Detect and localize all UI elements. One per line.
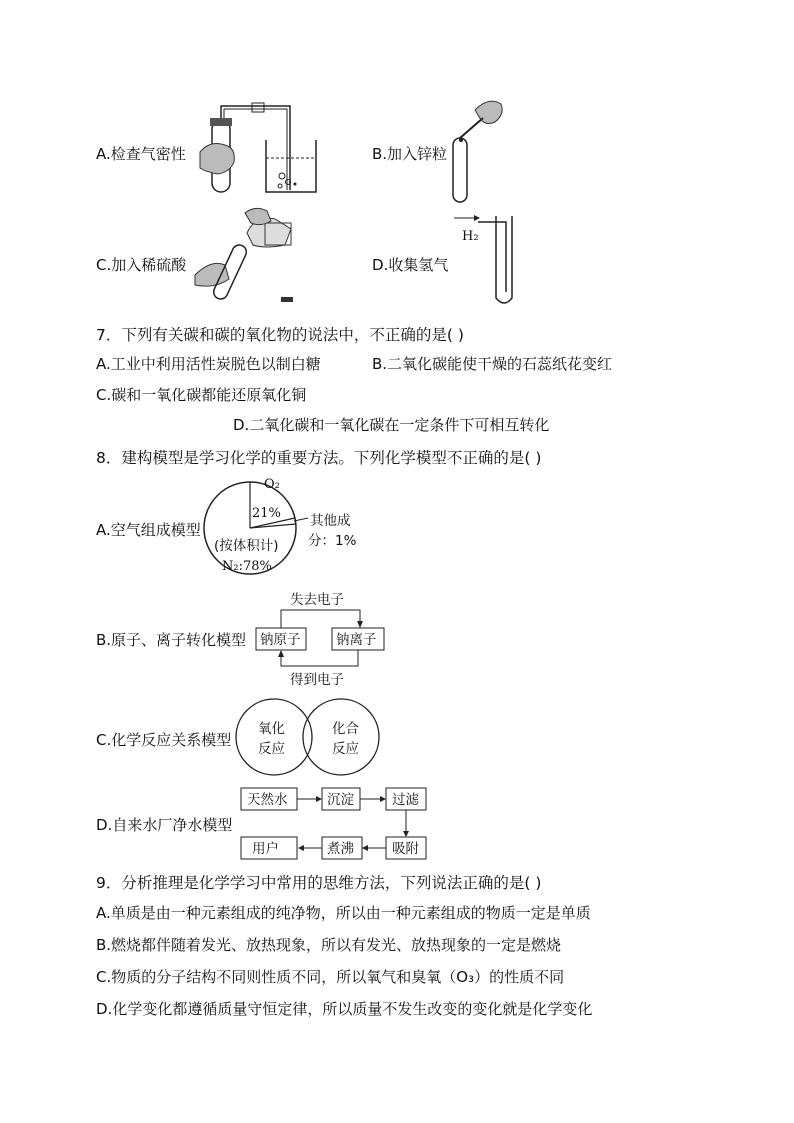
water-step-adsorb: 吸附	[392, 841, 419, 857]
q9-option-c[interactable]: C.物质的分子结构不同则性质不同，所以氧气和臭氧（O₃）的性质不同	[96, 968, 565, 986]
pie-o2-percent: 21%	[252, 506, 281, 521]
atom-ion-model	[254, 588, 394, 688]
pie-basis-label: (按体积计)	[214, 538, 279, 554]
venn-combination-2: 反应	[332, 741, 359, 757]
collect-hydrogen-figure	[452, 212, 522, 312]
q6-option-c[interactable]: C.加入稀硫酸	[96, 256, 187, 274]
reaction-venn-diagram	[236, 697, 386, 779]
water-purification-model	[240, 787, 430, 861]
pie-other-label-1: 其他成	[310, 513, 351, 529]
h2-label: H₂	[462, 229, 479, 244]
airtightness-apparatus-figure	[200, 100, 330, 195]
water-step-filter: 过滤	[392, 792, 419, 808]
q7-option-c[interactable]: C.碳和一氧化碳都能还原氧化铜	[96, 386, 307, 404]
add-zinc-figure	[445, 96, 505, 206]
water-step-natural: 天然水	[247, 792, 288, 808]
q9-stem: 9．分析推理是化学学习中常用的思维方法，下列说法正确的是( )	[96, 874, 542, 892]
q9-option-b[interactable]: B.燃烧都伴随着发光、放热现象，所以有发光、放热现象的一定是燃烧	[96, 936, 562, 954]
q7-option-a[interactable]: A.工业中利用活性炭脱色以制白糖	[96, 355, 321, 373]
q7-stem: 7．下列有关碳和碳的氧化物的说法中，不正确的是( )	[96, 326, 464, 344]
pie-other-label-2: 分：1%	[308, 533, 357, 549]
q8-option-c[interactable]: C.化学反应关系模型	[96, 731, 232, 749]
q8-option-b[interactable]: B.原子、离子转化模型	[96, 631, 247, 649]
q9-option-a[interactable]: A.单质是由一种元素组成的纯净物，所以由一种元素组成的物质一定是单质	[96, 904, 591, 922]
sodium-atom-box: 钠原子	[260, 632, 301, 648]
water-step-boil: 煮沸	[327, 841, 354, 857]
q8-option-d[interactable]: D.自来水厂净水模型	[96, 816, 233, 834]
q7-option-b[interactable]: B.二氧化碳能使干燥的石蕊纸花变红	[372, 355, 613, 373]
q7-option-d[interactable]: D.二氧化碳和一氧化碳在一定条件下可相互转化	[233, 416, 550, 434]
ion-top-label: 失去电子	[290, 592, 344, 608]
q6-option-b[interactable]: B.加入锌粒	[372, 145, 448, 163]
q9-option-d[interactable]: D.化学变化都遵循质量守恒定律，所以质量不发生改变的变化就是化学变化	[96, 1000, 593, 1018]
pie-o2-label: O₂	[264, 477, 280, 492]
q8-stem: 8．建构模型是学习化学的重要方法。下列化学模型不正确的是( )	[96, 449, 542, 467]
sodium-ion-box: 钠离子	[336, 632, 377, 648]
ion-bottom-label: 得到电子	[290, 672, 344, 688]
venn-oxidation-1: 氧化	[258, 721, 285, 737]
q6-option-d[interactable]: D.收集氢气	[372, 256, 449, 274]
add-acid-figure	[195, 205, 315, 305]
venn-combination-1: 化合	[332, 721, 359, 737]
air-composition-pie	[204, 474, 374, 584]
water-step-settle: 沉淀	[327, 792, 354, 808]
pie-n2-label: N₂:78%	[222, 559, 272, 574]
water-step-user: 用户	[252, 841, 279, 857]
venn-oxidation-2: 反应	[258, 741, 285, 757]
q8-option-a[interactable]: A.空气组成模型	[96, 521, 201, 539]
q6-option-a[interactable]: A.检查气密性	[96, 145, 186, 163]
